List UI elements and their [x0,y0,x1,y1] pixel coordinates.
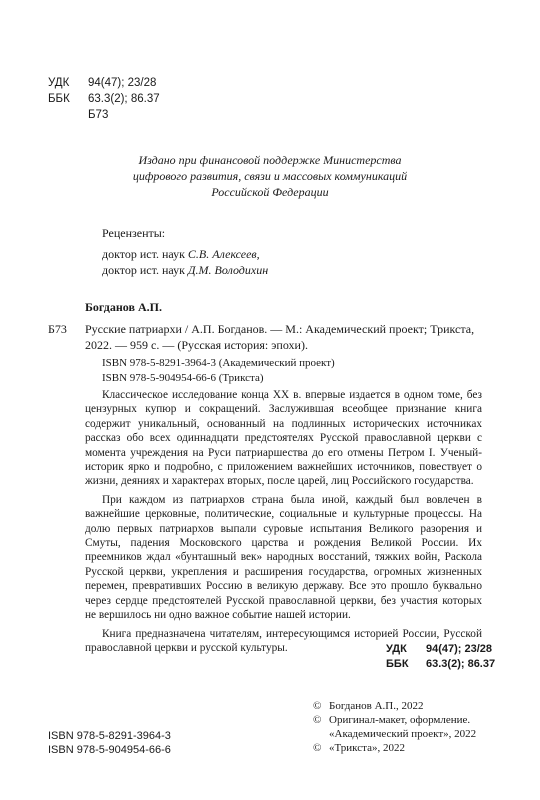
copyright-line-1 [313,699,476,713]
copyright-text-3: «Трикста», 2022 [329,742,405,754]
funding-line-2: цифрового развития, связи и массовых коммуникаций [132,169,408,183]
annotation-paragraph-1: Классическое исследование конца XX в. впервые издается в одном томе, без цензурных купюр и сокращений. Заслужившая всеобщее признание книга содержит уникальный, основанный на подлинных исторических источниках рассказ обо всех одиннадцати предстоятелях Русской православной церкви с момента учреждения на Руси патриаршества до его отмены Петром I. Ученый-историк ярко и подробно, с приложением важнейших источников, повествует о жизни, деяниях и характерах вторых, после царей, лиц Российского государства. [85,389,482,488]
udk-key-bottom: УДК [386,643,407,655]
isbn-bottom-1: ISBN 978-5-8291-3964-3 [48,730,171,742]
copyright-text-1: Богданов А.П., 2022 [329,700,424,712]
bbk-key-bottom: ББК [386,657,409,670]
bbk-value-bottom: 63.3(2); 86.37 [426,657,496,670]
isbn-bottom-2: ISBN 978-5-904954-66-6 [48,744,171,756]
funding-line-1: Издано при финансовой поддержке Министерства [138,153,402,167]
bbk-value: 63.3(2); 86.37 [88,93,160,105]
catalog-isbn-block [102,356,335,385]
reviewer-1 [102,246,268,263]
bbk-row [48,91,160,107]
author-code-top: Б73 [88,109,109,121]
copyright-symbol: © [313,714,322,726]
reviewers-block [102,225,268,279]
annotation [85,388,482,659]
copyright-line-3 [313,741,476,755]
isbn-bottom [48,729,171,757]
reviewer-1-degree: доктор ист. наук [102,246,188,261]
udk-row-bottom [386,642,495,657]
reviewer-2-name: Д.М. Володихин [187,263,269,277]
catalog-isbn-2: ISBN 978-5-904954-66-6 (Трикста) [102,371,264,384]
catalog-author: Богданов А.П. [85,300,162,314]
reviewer-2 [102,262,268,279]
annotation-paragraph-2: При каждом из патриархов страна была иной, каждый был вовлечен в важнейшие церковные, политические, социальные и культурные процессы. На долю первых патриархов выпали суровые испытания Великого разорения и Смуты, падения Московского царства и рождения Великой России. Их преемников ждал «бунташный век» народных восстаний, тяжких войн, Раскола Русской церкви, укрепления и расширения государства, огромных жизненных перемен, превративших Россию в великую державу. Все это прошло буквально через сердце предстоятелей Русской православной церкви, без участия которых не вершилось ни одно важное событие нашей истории. [85,493,482,622]
reviewers-title: Рецензенты: [102,226,166,240]
catalog-code: Б73 [48,322,67,336]
funding-note [60,152,480,200]
udk-row [48,75,160,91]
copyright-symbol: © [313,742,322,754]
copyright-block [313,699,476,755]
udk-block-top [48,75,160,123]
copyright-text-2a: Оригинал-макет, оформление. [329,714,471,726]
catalog-isbn-1: ISBN 978-5-8291-3964-3 (Академический проект) [102,357,335,369]
udk-value-bottom: 94(47); 23/28 [426,643,493,655]
copyright-text-2b: «Академический проект», 2022 [329,728,477,740]
udk-value: 94(47); 23/28 [88,77,157,89]
catalog-biblio: Русские патриархи / А.П. Богданов. — М.: Академический проект; Трикста, 2022. — 959 с. — (Русская история: эпохи). [85,322,475,352]
udk-block-bottom [386,642,495,671]
copyright-line-2 [313,713,476,727]
udk-key: УДК [48,77,70,89]
reviewer-1-name: С.В. Алексеев, [187,246,260,261]
bbk-key: ББК [48,93,70,105]
reviewer-2-degree: доктор ист. наук [102,263,188,277]
copyright-symbol: © [313,700,322,712]
bbk-row-bottom [386,657,495,672]
funding-line-3: Российской Федерации [211,185,329,199]
annotation-paragraph-3: Книга предназначена читателям, интересующимся историей России, Русской православной церкви и русской культуры. [85,627,482,654]
